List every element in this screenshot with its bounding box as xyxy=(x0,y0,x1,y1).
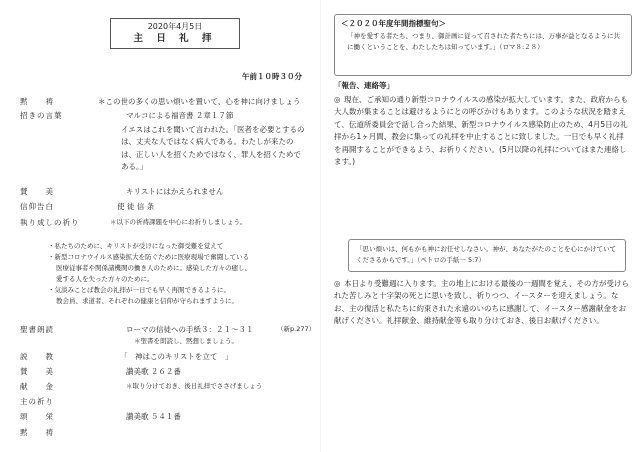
offering-text: ＊取り分けておき、後日礼拝でささげましょう xyxy=(126,382,263,390)
reading-label: 聖書朗読 xyxy=(20,325,54,334)
prayer-topic-cont: 愛する人を失った方々のために。 xyxy=(56,275,154,283)
creed-text: 使 徒 信 条 xyxy=(117,202,155,211)
lords-prayer-label: 主の祈り xyxy=(20,397,54,406)
reading-note: ＊聖書を朗読し、黙想しましょう。 xyxy=(134,337,238,345)
prayer-topic-cont: 教会員、求道者、それぞれの健康と信仰が守られますように。 xyxy=(56,297,238,305)
circle-bullet-icon: ◎ xyxy=(334,279,341,288)
hymn2-label: 賛 美 xyxy=(20,367,54,376)
report-item-2 xyxy=(334,278,630,328)
hymn2-text: 讃美歌 ２６２番 xyxy=(126,367,181,376)
verse-title: ＜２０２０年度年間指標聖句＞ xyxy=(341,19,446,28)
scripture-quote-box xyxy=(348,239,626,272)
page-fold xyxy=(320,0,321,452)
call-label: 招きの言葉 xyxy=(20,111,63,120)
prayer-topic-cont: 医療従事者や関係諸機関の働き人のために。感染した方々の癒し、 xyxy=(56,264,251,272)
reading-page: （新p.277） xyxy=(277,325,316,333)
page-title: 主 日 礼 拝 xyxy=(133,33,217,44)
title-box xyxy=(110,18,240,49)
annual-verse-box xyxy=(334,14,632,76)
sermon-label: 説 教 xyxy=(20,352,54,361)
prayer-topic: ・新型コロナウイルス感染拡大を防ぐために医療現場で奮闘している xyxy=(48,253,250,261)
reading-text: ローマの信徒への手紙３：２１～３１ xyxy=(126,325,254,334)
prayer-topic: ・私たちのために、キリストが受けになった御受難を覚えて xyxy=(48,242,224,250)
offering-label: 献 金 xyxy=(20,382,54,391)
prayer-topics-list xyxy=(48,241,310,307)
hymn-label: 賛 美 xyxy=(20,187,54,196)
call-ref: マルコによる福音書 ２章１７節 xyxy=(126,111,234,120)
service-time: 午前１０時３０分 xyxy=(242,72,302,81)
intercession-label: 執り成しの祈り xyxy=(20,218,80,227)
prayer-topic: ・気淡みことば教会の礼拝が一日でも早く再開できるように。 xyxy=(48,286,230,294)
reports-heading: 「報告、連絡等」 xyxy=(334,81,394,90)
creed-label: 信仰告白 xyxy=(20,202,54,211)
doxology-text: 讃美歌 ５４１番 xyxy=(126,412,181,421)
report-item-2-text: 本日より受難週に入ります。主の地上における最後の一週間を覚え、その方が受けられた苦しみと十字架の死とに思いを致し、祈りつつ、イースターを迎えましょう。なお、主の復活と私たちに約束された永遠のいのちに感謝して、イースター感謝献金をお献げください。礼拝献金、維持献金等も取り分けておき、後日お献げください。 xyxy=(334,279,629,326)
prelude-text: ＊この世の多くの思い煩いを置いて、心を神に向けましょう xyxy=(98,97,301,106)
report-item-1-text: 現在、ご承知の通り新型コロナウイルスの感染が拡大しています。また、政府からも大人数が集まることは避けるようにとの呼びかけもあります。このような状況を踏まえて、伝道所委員会で話し合った結果、新型コロナウイルス感染防止のため、4月5日の礼拝から1ヶ月間、教会に集っての礼拝を中止することに致しました。一日でも早く礼拝を再開することができるよう、お祈りください。(5月以降の礼拝についてはまた連絡します。) xyxy=(334,95,628,167)
scripture-quote: 「思い煩いは、何もかも神にお任せしなさい。神が、あなたがたのことを心にかけていてくださるからです。」（ペトロの手紙一 5:7） xyxy=(356,245,616,264)
postlude-label: 黙 祷 xyxy=(20,428,54,437)
hymn-text: キリストにはかえられません xyxy=(126,187,224,196)
sermon-title: 「 神はこのキリストを立て 」 xyxy=(120,352,233,361)
announcements xyxy=(330,12,634,444)
order-of-service xyxy=(14,14,316,444)
doxology-label: 頌 栄 xyxy=(20,412,54,421)
prelude-label: 黙 祷 xyxy=(20,97,54,106)
call-text: イエスはこれを聞いて言われた。「医者を必要とするのは、丈夫な人ではなく病人である。わたしが来たのは、正しい人を招くためではなく、罪人を招くためである。」 xyxy=(121,125,305,172)
circle-bullet-icon: ◎ xyxy=(334,95,341,104)
intercession-text: ＊以下の祈祷課題を中心にお祈りしましょう。 xyxy=(110,218,247,226)
verse-text: 「神を愛する者たち、つまり、御計画に従って召された者たちには、万事が益となるように共に働くということを、わたしたちは知っています。」（ロマ８:２８） xyxy=(347,32,620,51)
report-item-1 xyxy=(334,94,630,168)
service-date: 2020年4月5日 xyxy=(147,22,203,31)
